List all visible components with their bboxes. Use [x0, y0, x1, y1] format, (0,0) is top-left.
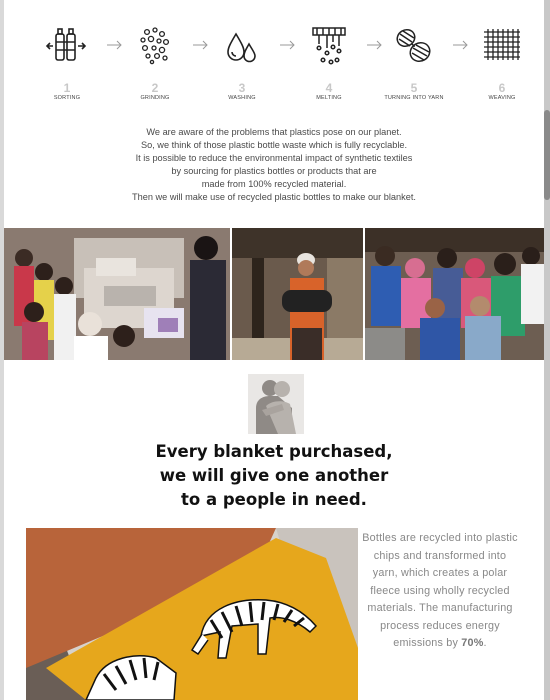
step-number: 5 [410, 81, 418, 95]
step-yarn [379, 20, 449, 102]
step-number: 3 [238, 81, 246, 95]
intro-line: It is possible to reduce the environmental impact of synthetic textiles [135, 153, 413, 163]
headline-line: Every blanket purchased, [155, 442, 393, 461]
intro-line: by sourcing for plastics bottles or products that are [171, 166, 377, 176]
step-number: 4 [325, 81, 333, 95]
headline [104, 440, 444, 512]
yarn-icon [388, 20, 440, 72]
step-label: GRINDING [140, 95, 170, 101]
step-weaving [467, 20, 537, 102]
hug-icon [248, 374, 304, 434]
step-number: 2 [151, 81, 159, 95]
photo-children-blankets [4, 228, 230, 360]
step-washing [207, 20, 277, 102]
photo-villagers [365, 228, 544, 360]
chips-icon [129, 20, 181, 72]
weave-icon [476, 20, 528, 72]
headline-line: we will give one another [159, 466, 389, 485]
intro-text [64, 126, 484, 204]
scrollbar[interactable] [544, 0, 550, 700]
intro-line: Then we will make use of recycled plastic bottles to make our blanket. [132, 192, 416, 202]
community-photos [4, 228, 544, 360]
photo-zebra-fleece [26, 528, 358, 700]
step-label: WEAVING [488, 95, 516, 101]
step-number: 1 [63, 81, 71, 95]
recycling-description [360, 530, 520, 653]
step-number: 6 [498, 81, 506, 95]
step-sorting [32, 20, 102, 102]
intro-line: So, we think of those plastic bottle waste which is fully recyclable. [140, 140, 408, 150]
step-grinding [120, 20, 190, 102]
scrollbar-thumb[interactable] [544, 110, 550, 200]
step-melting [294, 20, 364, 102]
photo-man-blanket [232, 228, 363, 360]
bottles-icon [41, 20, 93, 72]
step-label: TURNING INTO YARN [384, 95, 444, 101]
melting-icon [303, 20, 355, 72]
description-end: . [483, 637, 487, 649]
emission-reduction: 70% [461, 637, 484, 649]
recycling-process [32, 20, 522, 130]
headline-line: to a people in need. [181, 490, 367, 509]
intro-line: We are aware of the problems that plastics pose on our planet. [146, 127, 402, 137]
step-label: MELTING [316, 95, 342, 101]
step-label: SORTING [53, 95, 81, 101]
description-text: Bottles are recycled into plastic chips and transformed into yarn, which creates a polar fleece using wholly recycled materials. The manufacturing process reduces energy emissions by [362, 532, 518, 649]
water-drops-icon [216, 20, 268, 72]
page [4, 0, 544, 700]
step-label: WASHING [228, 95, 256, 101]
intro-line: made from 100% recycled material. [201, 179, 347, 189]
